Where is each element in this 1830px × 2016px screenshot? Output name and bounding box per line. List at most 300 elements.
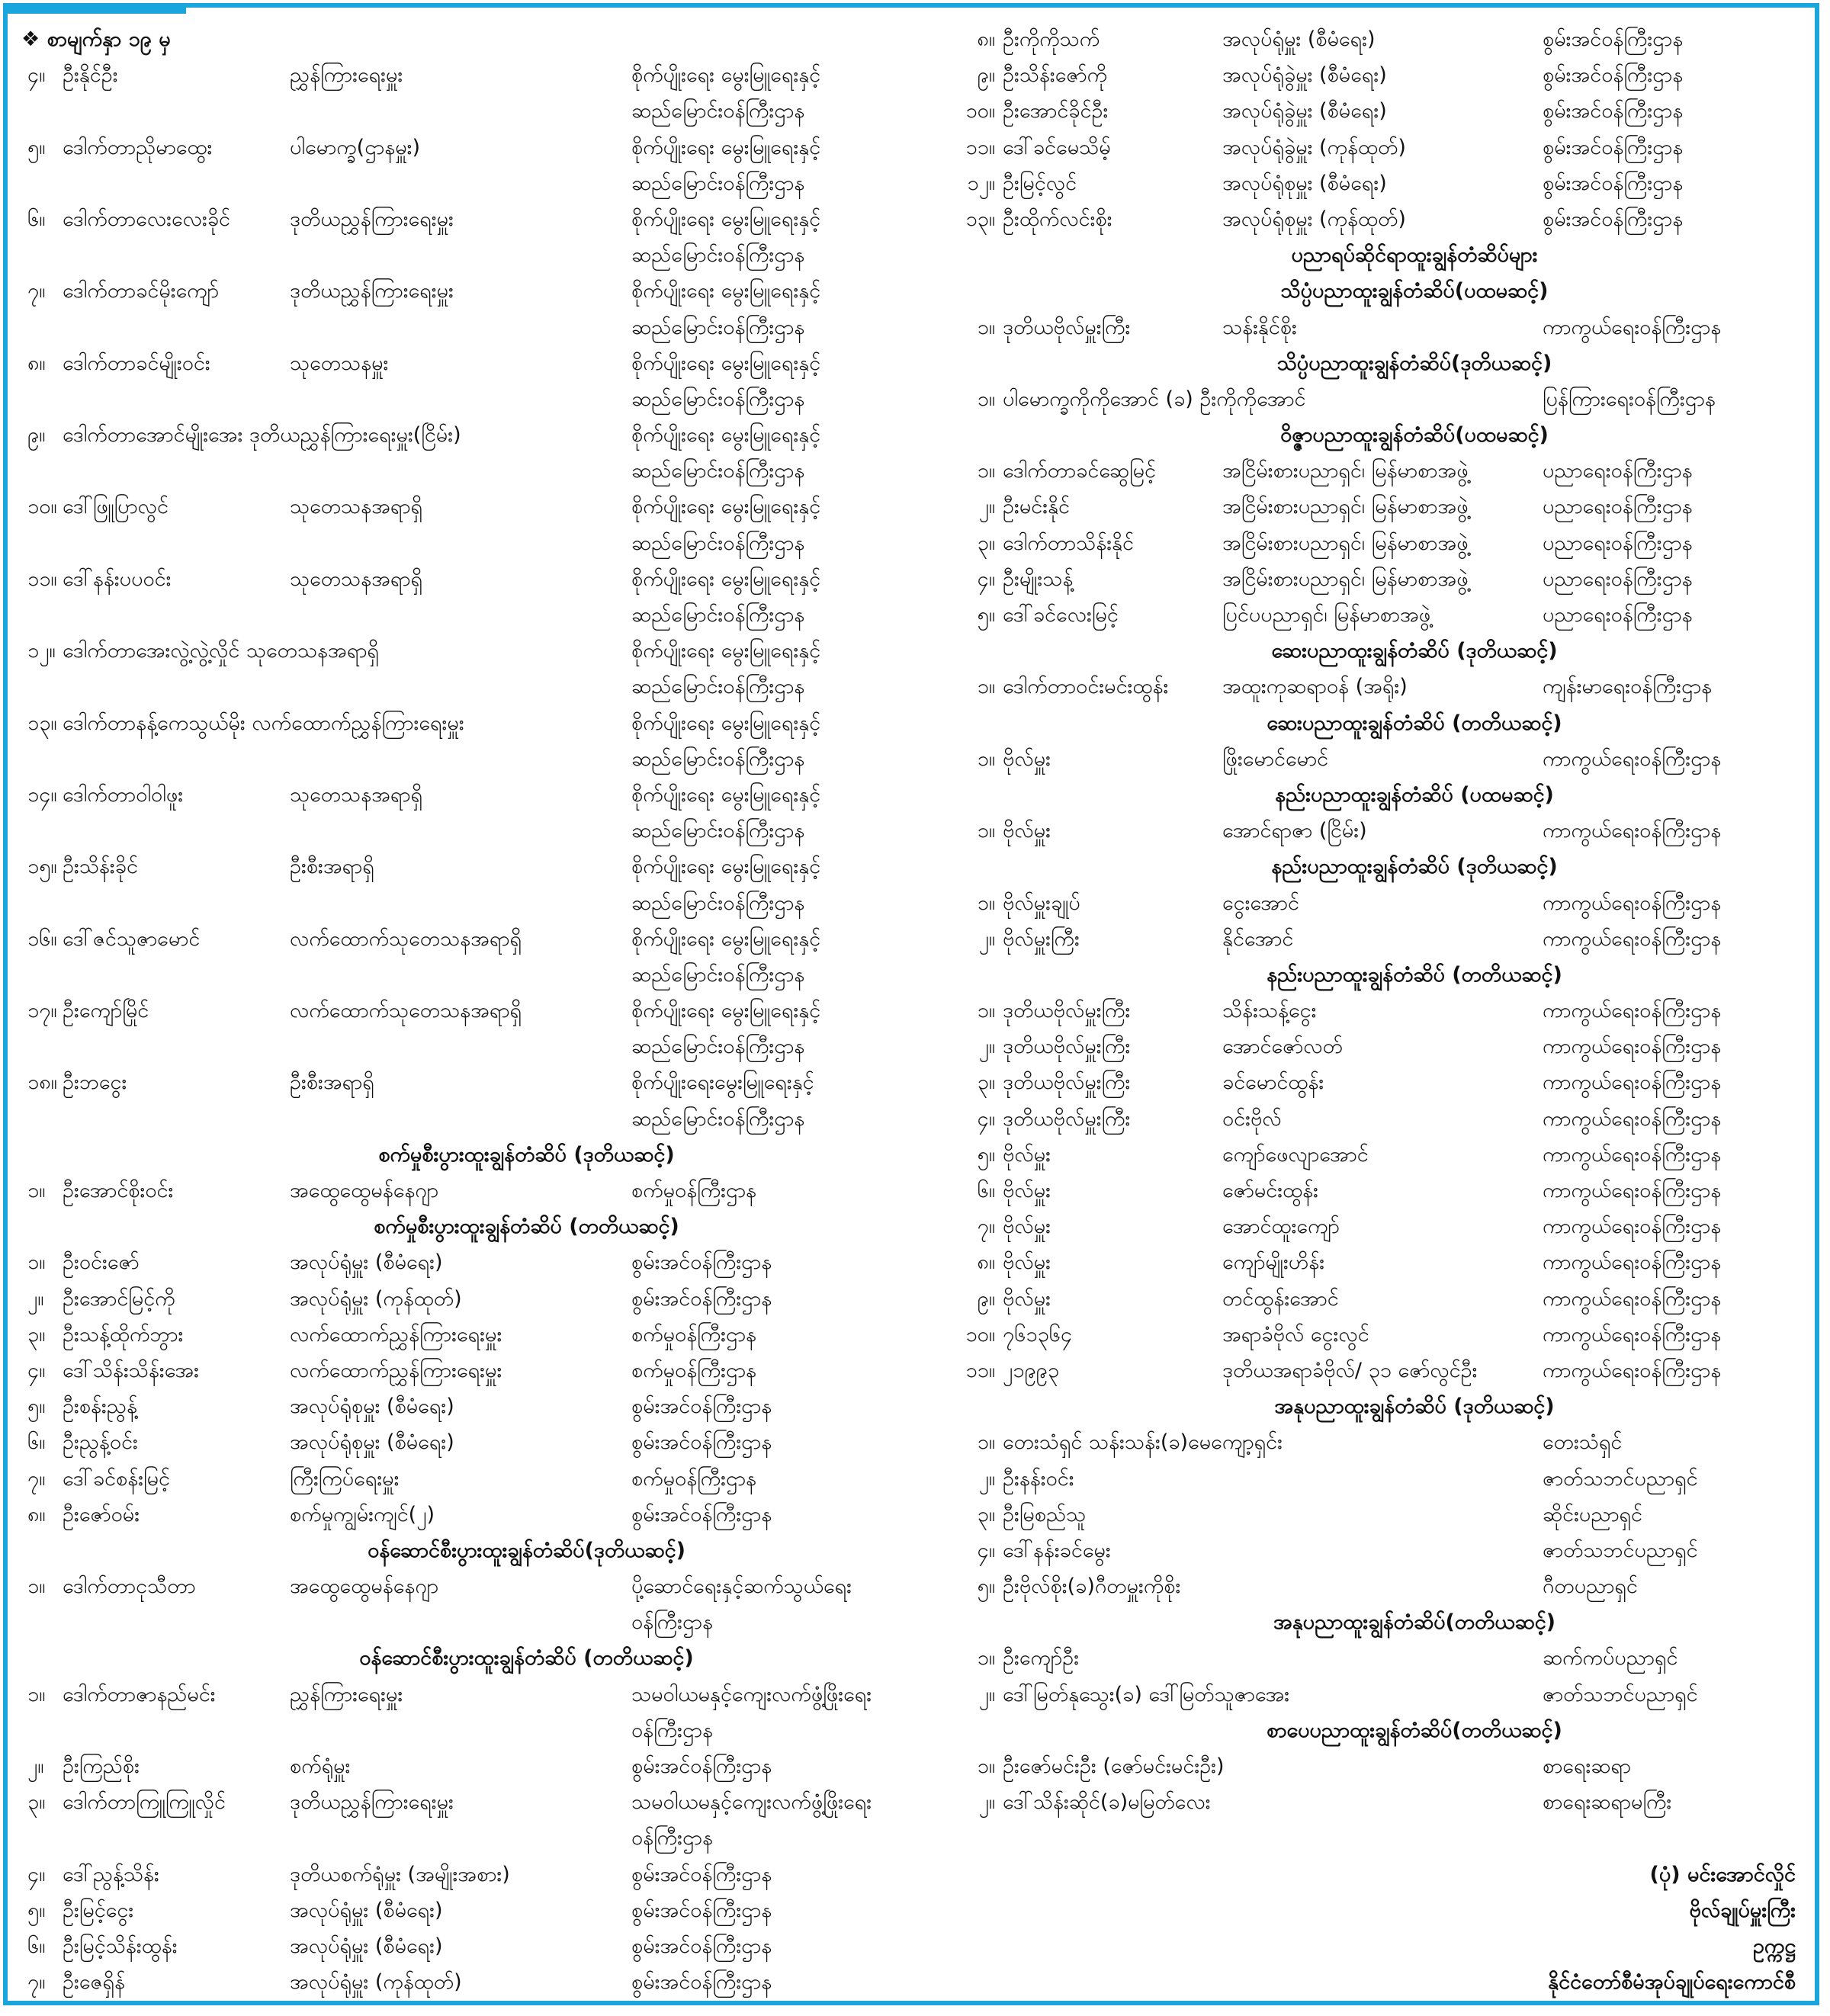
list-item: [21, 130, 917, 165]
recipient-ministry: ဆည်မြောင်းဝန်ကြီးဌာန: [631, 1106, 805, 1131]
recipient-rank: ဒုတိယညွှန်ကြားရေးမှူး: [290, 1790, 454, 1815]
recipient-rank: အလုပ်ရုံစုမှူး (စီမံရေး): [290, 1430, 454, 1455]
list-item: [21, 597, 917, 633]
item-number: ၁။: [27, 1250, 46, 1275]
recipient-name: ဗိုလ်မှူး: [1003, 1142, 1051, 1167]
list-item: [21, 1928, 917, 1964]
award-heading-text: နည်းပညာထူးချွန်တံဆိပ် (ဒုတိယဆင့်): [1271, 855, 1558, 879]
recipient-ministry: သမဝါယမနှင့်ကျေးလက်ဖွံ့ဖြိုးရေး: [631, 1790, 872, 1815]
list-item: [926, 1640, 1811, 1676]
recipient-name: ဦးအောင်မြင့်ကို: [63, 1286, 175, 1311]
award-heading: [21, 1640, 917, 1676]
left-column: [21, 21, 917, 2000]
recipient-rank: ဒုတိယစက်ရုံမှူး (အမျိုးအစား): [290, 1862, 510, 1886]
signature-text: ဥက္ကဋ္ဌ: [1752, 1934, 1796, 1958]
recipient-ministry: စိုက်ပျိုးရေး မွေးမြူရေးနှင့်: [631, 63, 821, 88]
list-item: [21, 957, 917, 993]
recipient-ministry: စွမ်းအင်ဝန်ကြီးဌာန: [1543, 27, 1684, 51]
recipient-name: ဗိုလ်မှူးချုပ်: [1003, 891, 1080, 915]
recipient-ministry: ပို့ဆောင်ရေးနှင့်ဆက်သွယ်ရေး: [631, 1575, 852, 1599]
recipient-name: ဒုတိယဗိုလ်မှူးကြီး: [1003, 1035, 1131, 1059]
recipient-rank: ပြင်ပပညာရှင်၊ မြန်မာစာအဖွဲ့: [1222, 603, 1431, 627]
list-item: [926, 165, 1811, 201]
recipient-name: ပါမောက္ခကိုကိုအောင် (ခ) ဦးကိုကိုအောင်: [1003, 387, 1306, 411]
recipient-rank: ဝင်းဗိုလ်: [1222, 1106, 1282, 1131]
list-item: [21, 1857, 917, 1892]
list-item: [926, 1461, 1811, 1497]
recipient-name: ၂၁၉၉၃: [1003, 1358, 1060, 1382]
recipient-name: ဒေါက်တာညိုမာထွေး: [63, 135, 213, 159]
list-item: [21, 453, 917, 489]
list-item: [21, 1497, 917, 1533]
item-number: ၁၃။: [27, 711, 57, 735]
item-number: ၁။: [27, 1575, 46, 1599]
recipient-ministry: ကာကွယ်ရေးဝန်ကြီးဌာန: [1543, 891, 1722, 915]
recipient-name: ဒေါက်တာဝင်းမင်းထွန်း: [1003, 675, 1169, 699]
recipient-ministry: စက်မှုဝန်ကြီးဌာန: [631, 1358, 757, 1382]
continued-from-text: ❖ စာမျက်နှာ ၁၉ မှ: [21, 27, 171, 51]
recipient-rank: သုတေသနမှူး: [290, 351, 389, 375]
list-item: [21, 1677, 917, 1713]
recipient-name: ဒေါက်တာလေးလေးခိုင်: [63, 207, 230, 231]
recipient-name: ဦးကြည်စိုး: [63, 1754, 140, 1778]
item-number: ၁၁။: [965, 135, 995, 159]
signature-text: ဗိုလ်ချုပ်မှူးကြီး: [1689, 1898, 1796, 1922]
item-number: ၄။: [977, 567, 995, 591]
item-number: ၁၁။: [27, 567, 57, 591]
recipient-ministry: စာရေးဆရာ: [1543, 1754, 1632, 1778]
item-number: ၁။: [977, 459, 995, 483]
continued-from-note: [21, 21, 917, 57]
item-number: ၆။: [27, 1430, 46, 1455]
recipient-name: ဒေါက်တာငုသီတာ: [63, 1575, 196, 1599]
recipient-name: ဦးကျော်မြိုင်: [63, 999, 149, 1023]
list-item: [926, 1317, 1811, 1353]
item-number: ၅။: [27, 1898, 46, 1922]
award-heading: [926, 1604, 1811, 1640]
list-item: [21, 525, 917, 561]
recipient-rank: သိန်းသန့်ငွေး: [1222, 999, 1317, 1023]
item-number: ၅။: [27, 135, 46, 159]
list-item: [926, 1784, 1811, 1820]
recipient-name: ဒေါ်ခင်စန်းမြင့်: [63, 1466, 170, 1491]
recipient-ministry: ပညာရေးဝန်ကြီးဌာန: [1543, 567, 1693, 591]
recipient-ministry: စာရေးဆရာမကြီး: [1543, 1790, 1672, 1815]
item-number: ၈။: [27, 1502, 46, 1526]
recipient-ministry: စွမ်းအင်ဝန်ကြီးဌာန: [631, 1862, 772, 1886]
list-item: [21, 1713, 917, 1748]
list-item: [926, 993, 1811, 1029]
list-item: [926, 1064, 1811, 1100]
list-item: [926, 1101, 1811, 1137]
recipient-rank: အလုပ်ရုံမှူး (စီမံရေး): [290, 1898, 443, 1922]
signature-line: [926, 1964, 1811, 2000]
recipient-ministry: စွမ်းအင်ဝန်ကြီးဌာန: [1543, 171, 1684, 195]
recipient-rank: လက်ထောက်သုတေသနအရာရှိ: [290, 926, 522, 951]
recipient-name: ဦးဗိုလ်စိုး(ခ)ဂီတမှူးကိုစိုး: [1003, 1575, 1181, 1599]
recipient-rank: အောင်ထူးကျော်: [1222, 1215, 1340, 1239]
recipient-ministry: စွမ်းအင်ဝန်ကြီးဌာန: [631, 1970, 772, 1995]
item-number: ၁။: [977, 999, 995, 1023]
signature-text: နိုင်ငံတော်စီမံအုပ်ချုပ်ရေးကောင်စီ: [1548, 1970, 1796, 1995]
recipient-ministry: ဝန်ကြီးဌာန: [631, 1826, 713, 1851]
list-item: [926, 57, 1811, 93]
recipient-name: ဒုတိယဗိုလ်မှူးကြီး: [1003, 1106, 1131, 1131]
recipient-rank: သုတေသနအရာရှိ: [290, 567, 423, 591]
recipient-name: ဦးသိန်းဇော်ကို: [1003, 63, 1108, 88]
recipient-rank: အထွေထွေမန်နေဂျာ: [290, 1179, 439, 1202]
list-item: [926, 1173, 1811, 1209]
item-number: ၄။: [977, 1106, 995, 1131]
list-item: [21, 921, 917, 957]
item-number: ၃။: [27, 1322, 46, 1347]
recipient-ministry: ဆည်မြောင်းဝန်ကြီးဌာန: [631, 99, 805, 124]
recipient-ministry: စွမ်းအင်ဝန်ကြီးဌာန: [631, 1395, 772, 1419]
recipient-ministry: ဆည်မြောင်းဝန်ကြီးဌာန: [631, 243, 805, 268]
list-item: [21, 1568, 917, 1604]
recipient-rank: ပါမောက္ခ(ဌာနမှူး): [290, 135, 421, 159]
award-heading-text: ဝိဇ္ဇာပညာထူးချွန်တံဆိပ်(ပထမဆင့်): [1280, 423, 1549, 448]
recipient-name: ဒေါက်တာခင်မျိုးဝင်း: [63, 351, 210, 375]
item-number: ၂။: [978, 495, 995, 519]
recipient-rank: အလုပ်ရုံမှူး (စီမံရေး): [1222, 27, 1376, 51]
list-item: [926, 1353, 1811, 1388]
item-number: ၃။: [977, 1071, 995, 1095]
recipient-ministry: စိုက်ပျိုးရေး မွေးမြူရေးနှင့်: [631, 423, 821, 448]
recipient-ministry: ကာကွယ်ရေးဝန်ကြီးဌာန: [1543, 1215, 1722, 1239]
recipient-rank: အလုပ်ရုံစုမှူး (စီမံရေး): [290, 1395, 454, 1419]
list-item: [926, 1209, 1811, 1244]
recipient-name: ဒေါက်တာခင်မိုးကျော်: [63, 279, 220, 303]
award-heading-text: အနုပညာထူးချွန်တံဆိပ်(တတိယဆင့်): [1273, 1610, 1556, 1635]
item-number: ၁။: [27, 1179, 46, 1202]
list-item: [21, 273, 917, 309]
recipient-rank: သုတေသနအရာရှိ: [290, 495, 423, 519]
item-number: ၉။: [977, 1286, 995, 1311]
recipient-name: ဒေါက်တာသိန်းနိုင်: [1003, 531, 1135, 555]
recipient-ministry: ကာကွယ်ရေးဝန်ကြီးဌာန: [1543, 746, 1722, 771]
item-number: ၇။: [977, 1215, 995, 1239]
item-number: ၇။: [27, 279, 46, 303]
award-heading: [926, 957, 1811, 993]
item-number: ၁၈။: [27, 1071, 57, 1095]
recipient-ministry: စွမ်းအင်ဝန်ကြီးဌာန: [1543, 63, 1684, 88]
award-heading-text: သိပ္ပံပညာထူးချွန်တံဆိပ်(ဒုတိယဆင့်): [1276, 351, 1552, 375]
list-item: [926, 741, 1811, 777]
list-item: [926, 1677, 1811, 1713]
recipient-name: ဦးထိုက်လင်းစိုး: [1003, 207, 1112, 231]
recipient-rank: သန်းနိုင်စိုး: [1222, 315, 1297, 339]
item-number: ၆။: [27, 207, 46, 231]
recipient-name: ဦးမြင့်ငွေး: [63, 1898, 134, 1922]
list-item: [21, 813, 917, 849]
recipient-rank: ခင်မောင်ထွန်း: [1222, 1071, 1324, 1095]
list-item: [21, 669, 917, 705]
recipient-ministry: ကာကွယ်ရေးဝန်ကြီးဌာန: [1543, 1358, 1722, 1382]
list-item: [926, 130, 1811, 165]
list-item: [926, 201, 1811, 237]
recipient-name: ဒေါ်ဖြူပြာလွင်: [63, 495, 169, 519]
recipient-ministry: စိုက်ပျိုးရေး မွေးမြူရေးနှင့်: [631, 567, 821, 591]
list-item: [21, 1388, 917, 1424]
list-item: [21, 1101, 917, 1137]
item-number: ၁။: [27, 1682, 46, 1706]
item-number: ၄။: [27, 1358, 46, 1382]
list-item: [926, 921, 1811, 957]
recipient-name: ဒေါ်သိန်းဆိုင်(ခ)မမြတ်လေး: [1003, 1790, 1211, 1815]
list-item: [21, 345, 917, 381]
list-item: [21, 1064, 917, 1100]
recipient-name: ဦးနိုင်ဦး: [63, 63, 118, 88]
recipient-name: ဦးဝင်းဇော်: [63, 1250, 140, 1275]
recipient-ministry: ကာကွယ်ရေးဝန်ကြီးဌာန: [1543, 1106, 1722, 1131]
border-corner-tab: [3, 3, 186, 14]
list-item: [926, 381, 1811, 417]
recipient-ministry: ဆိုင်းပညာရှင်: [1543, 1502, 1643, 1526]
list-item: [21, 849, 917, 884]
list-item: [926, 669, 1811, 705]
list-item: [21, 1748, 917, 1784]
recipient-rank: ကျော်မျိုးဟိန်း: [1222, 1250, 1325, 1275]
spacer: [926, 1820, 1811, 1856]
recipient-ministry: ဆည်မြောင်းဝန်ကြီးဌာန: [631, 819, 805, 843]
recipient-ministry: စိုက်ပျိုးရေး မွေးမြူရေးနှင့်: [631, 711, 821, 735]
recipient-rank: ကျော်ဖေလျာအောင်: [1222, 1142, 1369, 1167]
item-number: ၄။: [27, 63, 46, 88]
list-item: [21, 993, 917, 1029]
signature-line: [926, 1892, 1811, 1928]
item-number: ၅။: [27, 1395, 46, 1419]
recipient-name: ဦးသန့်ထိုက်ဘွား: [63, 1322, 184, 1347]
recipient-name: ဦးကိုကိုသက်: [1003, 27, 1100, 51]
item-number: ၉။: [27, 423, 46, 448]
item-number: ၈။: [27, 351, 46, 375]
recipient-ministry: စက်မှုဝန်ကြီးဌာန: [631, 1179, 757, 1202]
recipient-name: ဗိုလ်မှူး: [1003, 819, 1051, 843]
item-number: ၅။: [977, 1575, 995, 1599]
recipient-ministry: စွမ်းအင်ဝန်ကြီးဌာန: [631, 1430, 772, 1455]
item-number: ၁၀။: [965, 1322, 995, 1347]
list-item: [21, 1964, 917, 2000]
recipient-ministry: ကျန်းမာရေးဝန်ကြီးဌာန: [1543, 675, 1713, 699]
recipient-ministry: စိုက်ပျိုးရေး မွေးမြူရေးနှင့်: [631, 999, 821, 1023]
list-item: [926, 1748, 1811, 1784]
recipient-rank: ကြီးကြပ်ရေးမှူး: [290, 1466, 400, 1491]
recipient-name: ဦးဇော်မင်းဦး (ဇော်မင်းမင်းဦး): [1003, 1754, 1225, 1778]
recipient-ministry: ကာကွယ်ရေးဝန်ကြီးဌာန: [1543, 1250, 1722, 1275]
list-item: [21, 1461, 917, 1497]
recipient-name: ဒုတိယဗိုလ်မှူးကြီး: [1003, 315, 1131, 339]
recipient-rank: ဒုတိယအရာခံဗိုလ်/ ၃၁ ဇော်လွင်ဦး: [1222, 1358, 1478, 1382]
list-item: [21, 1604, 917, 1640]
recipient-rank: သုတေသနအရာရှိ: [290, 782, 423, 807]
recipient-name: ဗိုလ်မှူး: [1003, 1179, 1051, 1202]
list-item: [926, 1533, 1811, 1568]
list-item: [21, 57, 917, 93]
award-heading: [21, 1209, 917, 1244]
list-item: [21, 201, 917, 237]
recipient-ministry: ဇာတ်သဘင်ပညာရှင်: [1543, 1538, 1698, 1562]
item-number: ၁၁။: [965, 1358, 995, 1382]
award-heading-text: ဆေးပညာထူးချွန်တံဆိပ် (ဒုတိယဆင့်): [1271, 639, 1558, 663]
recipient-name: ဒေါက်တာဝါဝါဖူး: [63, 782, 184, 807]
item-number: ၁၂။: [27, 639, 56, 663]
recipient-name: ဗိုလ်မှူးကြီး: [1003, 926, 1080, 951]
item-number: ၂။: [27, 1754, 44, 1778]
recipient-rank: အလုပ်ရုံမှူး (စီမံရေး): [290, 1250, 443, 1275]
list-item: [21, 1244, 917, 1280]
item-number: ၈။: [977, 1250, 995, 1275]
recipient-rank: ဇော်မင်းထွန်း: [1222, 1179, 1319, 1202]
list-item: [926, 1281, 1811, 1317]
recipient-rank: အလုပ်ရုံမှူး (ကုန်ထုတ်): [290, 1970, 462, 1995]
recipient-ministry: စိုက်ပျိုးရေး မွေးမြူရေးနှင့်: [631, 855, 821, 879]
list-item: [21, 310, 917, 345]
recipient-name: ဦးညွန့်ဝင်း: [63, 1430, 138, 1455]
award-heading: [926, 417, 1811, 453]
recipient-rank: အလုပ်ရုံခွဲမှူး (စီမံရေး): [1222, 99, 1387, 124]
item-number: ၆။: [27, 1934, 46, 1958]
recipient-rank: အလုပ်ရုံမှူး (စီမံရေး): [290, 1934, 443, 1958]
item-number: ၁။: [977, 819, 995, 843]
item-number: ၁၀။: [27, 495, 57, 519]
recipient-name: ဒေါ်မြတ်နုသွေး(ခ) ဒေါ်မြတ်သူဇာအေး: [1003, 1682, 1290, 1706]
item-number: ၇။: [27, 1466, 46, 1491]
item-number: ၁၆။: [27, 926, 57, 951]
recipient-name: ဒုတိယဗိုလ်မှူးကြီး: [1003, 999, 1131, 1023]
recipient-ministry: ဆည်မြောင်းဝန်ကြီးဌာန: [631, 459, 805, 483]
recipient-name: ဒေါ်နန်းခင်မွေး: [1003, 1538, 1111, 1562]
list-item: [926, 1029, 1811, 1064]
item-number: ၁၃။: [965, 207, 995, 231]
list-item: [21, 1784, 917, 1820]
recipient-rank: ဒုတိယညွှန်ကြားရေးမှူး: [290, 207, 454, 231]
award-heading: [21, 1137, 917, 1173]
recipient-name: ၇၆၁၃၆၄: [1003, 1322, 1073, 1347]
item-number: ၁၂။: [967, 171, 995, 195]
recipient-ministry: ဆည်မြောင်းဝန်ကြီးဌာန: [631, 171, 805, 195]
recipient-name: ဒေါ်ခင်မေသိမ့်: [1003, 135, 1111, 159]
item-number: ၁။: [977, 1754, 995, 1778]
recipient-ministry: ပညာရေးဝန်ကြီးဌာန: [1543, 459, 1693, 483]
recipient-rank: ဦးစီးအရာရှိ: [290, 1071, 374, 1095]
award-heading: [926, 273, 1811, 309]
recipient-ministry: စွမ်းအင်ဝန်ကြီးဌာန: [631, 1286, 772, 1311]
list-item: [21, 1892, 917, 1928]
list-item: [926, 525, 1811, 561]
signature-line: [926, 1857, 1811, 1892]
recipient-ministry: ဆည်မြောင်းဝန်ကြီးဌာန: [631, 531, 805, 555]
recipient-name: ဒုတိယဗိုလ်မှူးကြီး: [1003, 1071, 1131, 1095]
recipient-rank: စက်ရုံမှူး: [290, 1754, 351, 1778]
list-item: [21, 237, 917, 273]
recipient-name: ဦးအောင်ခိုင်ဦး: [1003, 99, 1109, 124]
recipient-ministry: ကာကွယ်ရေးဝန်ကြီးဌာန: [1543, 1179, 1722, 1202]
award-heading-text: စက်မှုစီးပွားထူးချွန်တံဆိပ် (ဒုတိယဆင့်): [378, 1142, 675, 1167]
recipient-name: ဒေါ်ညွန့်သိန်း: [63, 1862, 159, 1886]
recipient-ministry: စွမ်းအင်ဝန်ကြီးဌာန: [631, 1934, 772, 1958]
recipient-name: ဗိုလ်မှူး: [1003, 746, 1051, 771]
recipient-ministry: စွမ်းအင်ဝန်ကြီးဌာန: [1543, 207, 1684, 231]
recipient-ministry: စက်မှုဝန်ကြီးဌာန: [631, 1322, 757, 1347]
item-number: ၁။: [977, 891, 995, 915]
recipient-rank: ဖြိုးမောင်မောင်: [1222, 746, 1329, 771]
recipient-name: ဦးမျိုးသန့်: [1003, 567, 1074, 591]
award-heading-text: ဝန်ဆောင်စီးပွားထူးချွန်တံဆိပ် (တတိယဆင့်): [359, 1646, 694, 1671]
recipient-ministry: စိုက်ပျိုးရေး မွေးမြူရေးနှင့်: [631, 135, 821, 159]
list-item: [926, 885, 1811, 921]
item-number: ၈။: [977, 27, 995, 51]
item-number: ၂။: [978, 1682, 995, 1706]
recipient-name: ဦးဇေရှိန်: [63, 1970, 126, 1995]
recipient-ministry: စွမ်းအင်ဝန်ကြီးဌာန: [631, 1754, 772, 1778]
recipient-name: ဒေါက်တာခင်ဆွေမြင့်: [1003, 459, 1156, 483]
recipient-ministry: ဆည်မြောင်းဝန်ကြီးဌာန: [631, 675, 805, 699]
item-number: ၂။: [978, 926, 995, 951]
recipient-ministry: ပညာရေးဝန်ကြီးဌာန: [1543, 495, 1693, 519]
recipient-rank: အောင်ရာဇာ (ငြိမ်း): [1222, 819, 1367, 843]
list-item: [21, 93, 917, 129]
list-item: [926, 561, 1811, 597]
list-item: [926, 813, 1811, 849]
recipient-name: ဦးဘငွေး: [63, 1071, 127, 1095]
list-item: [926, 453, 1811, 489]
recipient-ministry: ကာကွယ်ရေးဝန်ကြီးဌာန: [1543, 819, 1722, 843]
signature-line: [926, 1928, 1811, 1964]
item-number: ၂။: [978, 1466, 995, 1491]
recipient-ministry: ဆည်မြောင်းဝန်ကြီးဌာန: [631, 603, 805, 627]
recipient-rank: တင်ထွန်းအောင်: [1222, 1286, 1339, 1311]
award-heading: [926, 849, 1811, 884]
recipient-ministry: ကာကွယ်ရေးဝန်ကြီးဌာန: [1543, 1286, 1722, 1311]
list-item: [21, 1424, 917, 1460]
list-item: [21, 1353, 917, 1388]
recipient-ministry: စိုက်ပျိုးရေး မွေးမြူရေးနှင့်: [631, 351, 821, 375]
item-number: ၄။: [977, 1538, 995, 1562]
list-item: [21, 165, 917, 201]
recipient-rank: ညွှန်ကြားရေးမှူး: [290, 1682, 403, 1706]
recipient-rank: ဦးစီးအရာရှိ: [290, 855, 374, 879]
recipient-rank: အထူးကုဆရာဝန် (အရိုး): [1222, 675, 1408, 699]
list-item: [21, 489, 917, 525]
list-item: [926, 93, 1811, 129]
list-item: [21, 633, 917, 669]
award-heading: [926, 633, 1811, 669]
award-heading-text: ဆေးပညာထူးချွန်တံဆိပ် (တတိယဆင့်): [1267, 711, 1562, 735]
recipient-name: ဦးမြင့်သိန်းထွန်း: [63, 1934, 178, 1958]
recipient-ministry: စိုက်ပျိုးရေး မွေးမြူရေးနှင့်: [631, 639, 821, 663]
list-item: [926, 597, 1811, 633]
recipient-ministry: ကာကွယ်ရေးဝန်ကြီးဌာန: [1543, 926, 1722, 951]
item-number: ၃။: [977, 1502, 995, 1526]
list-item: [21, 381, 917, 417]
recipient-ministry: ကာကွယ်ရေးဝန်ကြီးဌာန: [1543, 1071, 1722, 1095]
item-number: ၉။: [977, 63, 995, 88]
award-heading: [926, 345, 1811, 381]
recipient-ministry: ဝန်ကြီးဌာန: [631, 1610, 713, 1635]
recipient-ministry: ကာကွယ်ရေးဝန်ကြီးဌာန: [1543, 1035, 1722, 1059]
recipient-name: ဗိုလ်မှူး: [1003, 1250, 1051, 1275]
recipient-name: ဦးသိန်းခိုင်: [63, 855, 138, 879]
recipient-ministry: ဂီတပညာရှင်: [1543, 1575, 1638, 1599]
award-heading-text: စာပေပညာထူးချွန်တံဆိပ်(တတိယဆင့်): [1267, 1718, 1562, 1742]
list-item: [926, 1244, 1811, 1280]
list-item: [21, 1820, 917, 1856]
item-number: ၂။: [978, 1035, 995, 1059]
award-heading: [926, 1713, 1811, 1748]
list-item: [21, 777, 917, 813]
list-item: [21, 741, 917, 777]
